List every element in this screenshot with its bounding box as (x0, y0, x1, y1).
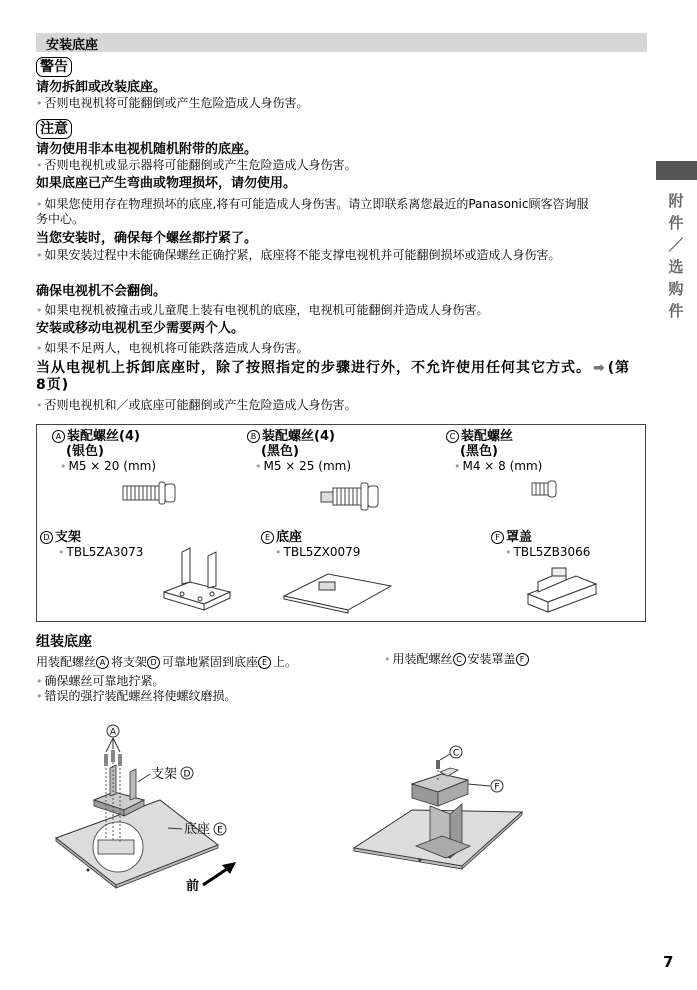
side-tab-bar (656, 161, 697, 180)
caution-text-3: • 如果安装过程中未能确保螺丝正确拧紧，底座将不能支撑电视机并可能翻倒损坏或造成人身伤害。 (36, 248, 561, 262)
caution-heading-3: 当您安装时，确保每个螺丝都拧紧了。 (36, 231, 258, 246)
diagram1-front-label: 前 (186, 879, 200, 894)
caution-text-2: • 如果您使用存在物理损坏的底座,将有可能造成人身伤害。请立即联系离您最近的Panasonic顾客咨询服务中心。 (36, 197, 589, 226)
caution-heading-6: 当从电视机上拆卸底座时，除了按照指定的步骤进行外，不允许使用任何其它方式。 ➡ (第8页) (36, 360, 631, 393)
assembly-bullet-1: • 确保螺丝可靠地拧紧。 (36, 674, 165, 688)
assembly-diagram-2 (350, 740, 570, 880)
caution-heading-5: 安装或移动电视机至少需要两个人。 (36, 321, 245, 336)
diagram1-label-d: 支架 (151, 767, 178, 782)
section-title-bar (36, 33, 647, 52)
assembly-diagram-1 (50, 720, 290, 910)
assembly-heading: 组装底座 (36, 634, 92, 650)
caution-label: 注意 (36, 119, 72, 139)
diagram1-label-e: 底座 (184, 822, 211, 837)
page-number: 7 (663, 953, 674, 971)
assembly-bullet-2: • 错误的强拧装配螺丝将使螺纹磨损。 (36, 689, 237, 703)
screw-b-image (321, 483, 378, 510)
section-title: 安装底座 (46, 38, 99, 53)
diagram2-label-f: F (494, 782, 500, 793)
parts-illustrations (36, 424, 646, 622)
cover-f-image (528, 568, 596, 612)
part-e: E 底座 • TBL5ZX0079 (261, 530, 360, 560)
caution-text-6: • 否则电视机和／或底座可能翻倒或产生危险造成人身伤害。 (36, 398, 357, 412)
assembly-step1: 用装配螺丝 A 将支架 D 可靠地紧固到底座 E 上。 (36, 655, 298, 669)
warning-label: 警告 (36, 57, 72, 77)
warning-text: • 否则电视机将可能翻倒或产生危险造成人身伤害。 (36, 96, 309, 110)
caution-text-5: • 如果不足两人，电视机将可能跌落造成人身伤害。 (36, 341, 309, 355)
screw-a-image (123, 482, 175, 504)
screw-c-image (532, 481, 556, 497)
caution-heading-4: 确保电视机不会翻倒。 (36, 284, 167, 299)
part-d: D 支架 • TBL5ZA3073 (40, 530, 143, 560)
svg-text:D: D (183, 769, 191, 780)
base-e-image (284, 574, 391, 613)
caution-heading-1: 请勿使用非本电视机随机附带的底座。 (36, 142, 258, 157)
part-b: B 装配螺丝(4) (黑色) • M5 × 25 (mm) (247, 429, 351, 474)
part-f: F 罩盖 • TBL5ZB3066 (491, 530, 590, 560)
part-c: C 装配螺丝 (黑色) • M4 × 8 (mm) (446, 429, 542, 474)
diagram1-label-a: A (109, 727, 117, 738)
page-ref: (第8页) (36, 360, 631, 393)
part-a: A 装配螺丝(4) (银色) • M5 × 20 (mm) (52, 429, 156, 474)
caution-heading-2: 如果底座已产生弯曲或物理损坏，请勿使用。 (36, 176, 297, 191)
side-tab-text: 附件／选购件 (668, 192, 684, 320)
diagram2-label-c: C (452, 748, 460, 759)
bracket-d-image (164, 548, 230, 610)
caution-text-4: • 如果电视机被撞击或儿童爬上装有电视机的底座，电视机可能翻倒并造成人身伤害。 (36, 303, 489, 317)
warning-heading: 请勿拆卸或改装底座。 (36, 80, 167, 95)
caution-text-1: • 否则电视机或显示器将可能翻倒或产生危险造成人身伤害。 (36, 158, 357, 172)
assembly-step2: • 用装配螺丝 C 安装罩盖 F (384, 652, 531, 667)
svg-text:E: E (217, 825, 223, 836)
